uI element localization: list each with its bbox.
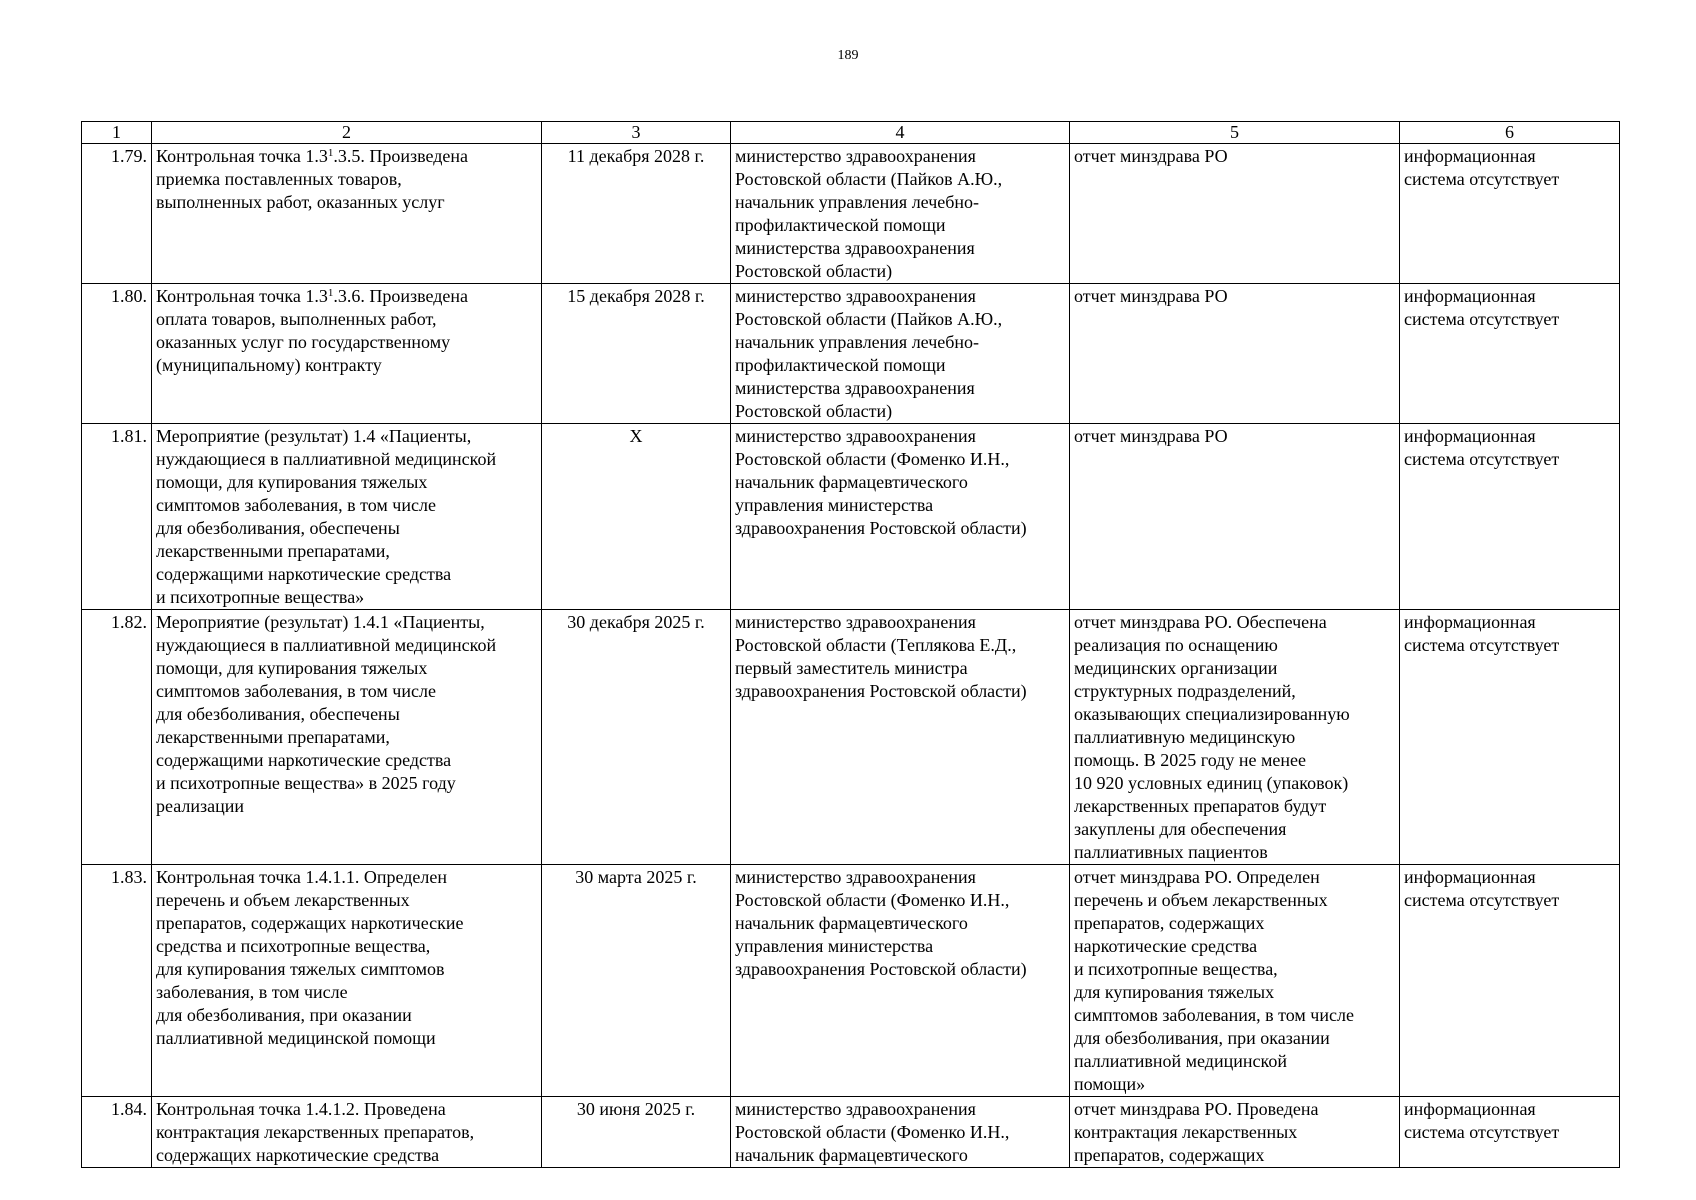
row-name: Контрольная точка $1.3^1.3.5$. Произведена приемка поставленных товаров, выполненных работ, оказанных услуг <box>152 144 542 284</box>
control-points-table <box>81 121 1620 1168</box>
row-date: 15 декабря 2028 г. <box>542 284 731 424</box>
row-document: отчет минздрава РО. Проведена контрактация лекарственных препаратов, содержащих <box>1070 1097 1400 1168</box>
header-cell-3: 3 <box>542 122 731 144</box>
row-responsible: министерство здравоохранения Ростовской области (Фоменко И.Н., начальник фармацевтического управления министерства здравоохранения Ростовской области) <box>731 865 1070 1097</box>
table-row <box>82 865 1620 1097</box>
row-responsible: министерство здравоохранения Ростовской области (Пайков А.Ю., начальник управления лечебно- профилактической помощи министерства здравоохранения Ростовской области) <box>731 284 1070 424</box>
row-name: Мероприятие (результат) 1.4 «Пациенты, нуждающиеся в паллиативной медицинской помощи, для купирования тяжелых симптомов заболевания, в том числе для обезболивания, обеспечены лекарственными препаратами, содержащими наркотические средства и психотропные вещества» <box>152 424 542 610</box>
row-document: отчет минздрава РО <box>1070 144 1400 284</box>
header-cell-4: 4 <box>731 122 1070 144</box>
row-date: 30 марта 2025 г. <box>542 865 731 1097</box>
row-name: Контрольная точка 1.4.1.2. Проведена контрактация лекарственных препаратов, содержащих наркотические средства <box>152 1097 542 1168</box>
row-document: отчет минздрава РО. Обеспечена реализация по оснащению медицинских организации структурных подразделений, оказывающих специализированную паллиативную медицинскую помощь. В 2025 году не менее 10 920 условных единиц (упаковок) лекарственных препаратов будут закуплены для обеспечения паллиативных пациентов <box>1070 610 1400 865</box>
header-row <box>82 122 1620 144</box>
table-row <box>82 610 1620 865</box>
row-responsible: министерство здравоохранения Ростовской области (Фоменко И.Н., начальник фармацевтического управления министерства здравоохранения Ростовской области) <box>731 424 1070 610</box>
row-system: информационная система отсутствует <box>1400 865 1620 1097</box>
header-cell-6: 6 <box>1400 122 1620 144</box>
row-number: 1.79. <box>82 144 152 284</box>
row-system: информационная система отсутствует <box>1400 424 1620 610</box>
row-document: отчет минздрава РО. Определен перечень и объем лекарственных препаратов, содержащих наркотические средства и психотропные вещества, для купирования тяжелых симптомов заболевания, в том числе для обезболивания, при оказании паллиативной медицинской помощи» <box>1070 865 1400 1097</box>
row-date: 30 декабря 2025 г. <box>542 610 731 865</box>
row-name: Контрольная точка $1.3^1.3.6$. Произведена оплата товаров, выполненных работ, оказанных услуг по государственному (муниципальному) контракту <box>152 284 542 424</box>
row-number: 1.83. <box>82 865 152 1097</box>
row-name: Мероприятие (результат) 1.4.1 «Пациенты, нуждающиеся в паллиативной медицинской помощи, для купирования тяжелых симптомов заболевания, в том числе для обезболивания, обеспечены лекарственными препаратами, содержащими наркотические средства и психотропные вещества» в 2025 году реализации <box>152 610 542 865</box>
row-name: Контрольная точка 1.4.1.1. Определен перечень и объем лекарственных препаратов, содержащих наркотические средства и психотропные вещества, для купирования тяжелых симптомов заболевания, в том числе для обезболивания, при оказании паллиативной медицинской помощи <box>152 865 542 1097</box>
row-number: 1.81. <box>82 424 152 610</box>
row-date: Х <box>542 424 731 610</box>
row-system: информационная система отсутствует <box>1400 284 1620 424</box>
row-document: отчет минздрава РО <box>1070 284 1400 424</box>
header-cell-5: 5 <box>1070 122 1400 144</box>
table-row <box>82 1097 1620 1168</box>
table-row <box>82 424 1620 610</box>
row-number: 1.82. <box>82 610 152 865</box>
row-number: 1.80. <box>82 284 152 424</box>
row-date: 11 декабря 2028 г. <box>542 144 731 284</box>
table-row <box>82 144 1620 284</box>
row-number: 1.84. <box>82 1097 152 1168</box>
row-system: информационная система отсутствует <box>1400 1097 1620 1168</box>
row-date: 30 июня 2025 г. <box>542 1097 731 1168</box>
row-responsible: министерство здравоохранения Ростовской области (Теплякова Е.Д., первый заместитель министра здравоохранения Ростовской области) <box>731 610 1070 865</box>
row-responsible: министерство здравоохранения Ростовской области (Пайков А.Ю., начальник управления лечебно- профилактической помощи министерства здравоохранения Ростовской области) <box>731 144 1070 284</box>
row-document: отчет минздрава РО <box>1070 424 1400 610</box>
row-system: информационная система отсутствует <box>1400 610 1620 865</box>
table-row <box>82 284 1620 424</box>
header-cell-1: 1 <box>82 122 152 144</box>
row-system: информационная система отсутствует <box>1400 144 1620 284</box>
row-responsible: министерство здравоохранения Ростовской области (Фоменко И.Н., начальник фармацевтического <box>731 1097 1070 1168</box>
page-number: 189 <box>837 48 859 63</box>
header-cell-2: 2 <box>152 122 542 144</box>
